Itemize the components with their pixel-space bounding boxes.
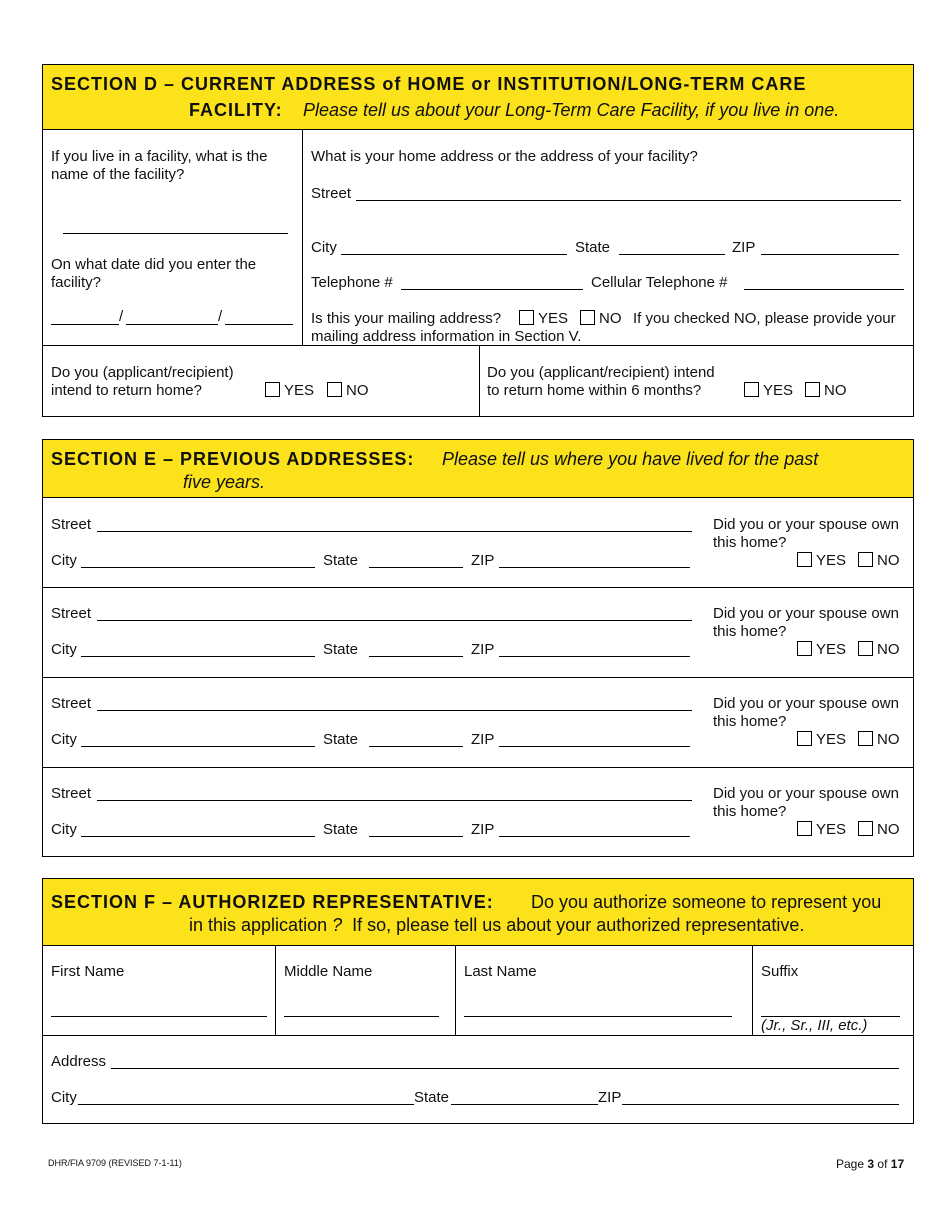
last-name-label: Last Name (464, 963, 537, 980)
instructions-part: in this application (189, 915, 328, 935)
checkbox[interactable] (744, 382, 759, 397)
no-label: NO (346, 382, 369, 399)
address-question: What is your home address or the address of your facility? (311, 148, 698, 165)
street-label: Street (311, 185, 352, 202)
mailing-yes-option[interactable] (519, 310, 568, 327)
state-label: State (323, 821, 359, 838)
mailing-note: If you checked NO, please provide your (633, 310, 896, 327)
address-field[interactable] (111, 1068, 899, 1069)
checkbox[interactable] (797, 552, 812, 567)
mailing-address-question: Is this your mailing address? (311, 310, 502, 327)
return-6-months-question-cont: to return home within 6 months? (487, 382, 702, 399)
divider (752, 945, 753, 1035)
section-f (42, 878, 914, 1124)
city-field[interactable] (81, 656, 315, 657)
city-label: City (51, 731, 77, 748)
state-label: State (323, 552, 359, 569)
suffix-hint: (Jr., Sr., III, etc.) (761, 1017, 868, 1034)
cell-telephone-field[interactable] (744, 289, 904, 290)
section-f-title: SECTION F – AUTHORIZED REPRESENTATIVE: (51, 892, 494, 912)
checkbox[interactable] (797, 731, 812, 746)
yes-label: YES (284, 382, 315, 399)
return-home-no-option[interactable] (327, 382, 369, 399)
date-separator: / (119, 308, 124, 325)
street-label: Street (51, 516, 92, 533)
own-home-yes-option[interactable] (797, 731, 846, 748)
checkbox[interactable] (858, 821, 873, 836)
facility-name-field[interactable] (63, 233, 288, 234)
zip-field[interactable] (499, 836, 690, 837)
cell-telephone-label: Cellular Telephone # (591, 274, 728, 291)
no-label: NO (599, 310, 622, 327)
state-label: State (414, 1089, 450, 1106)
own-home-question: Did you or your spouse own (713, 785, 899, 802)
telephone-field[interactable] (401, 289, 583, 290)
own-home-question: Did you or your spouse own (713, 516, 899, 533)
checkbox[interactable] (858, 731, 873, 746)
return-6-months-yes-option[interactable] (744, 382, 793, 399)
zip-field[interactable] (499, 746, 690, 747)
checkbox[interactable] (580, 310, 595, 325)
no-label: NO (877, 821, 900, 838)
state-field[interactable] (369, 746, 463, 747)
divider (455, 945, 456, 1035)
zip-label: ZIP (471, 641, 495, 658)
own-home-question: Did you or your spouse own (713, 695, 899, 712)
state-field[interactable] (619, 254, 725, 255)
state-label: State (575, 239, 611, 256)
yes-label: YES (816, 552, 847, 569)
return-home-question: Do you (applicant/recipient) (51, 364, 234, 381)
last-name-field[interactable] (464, 1016, 732, 1017)
page-of: of (877, 1157, 888, 1171)
zip-label: ZIP (732, 239, 756, 256)
question-mark: ? (332, 915, 343, 935)
entry-date-year-field[interactable] (225, 324, 293, 325)
own-home-yes-option[interactable] (797, 641, 846, 658)
page-prefix: Page (836, 1157, 865, 1171)
own-home-yes-option[interactable] (797, 821, 846, 838)
zip-label: ZIP (471, 731, 495, 748)
street-field[interactable] (97, 620, 692, 621)
city-label: City (51, 552, 77, 569)
street-label: Street (51, 695, 92, 712)
address-label: Address (51, 1053, 107, 1070)
zip-label: ZIP (598, 1089, 622, 1106)
return-home-yes-option[interactable] (265, 382, 314, 399)
own-home-no-option[interactable] (858, 821, 900, 838)
own-home-no-option[interactable] (858, 552, 900, 569)
section-f-header (43, 879, 913, 946)
return-6-months-question: Do you (applicant/recipient) intend (487, 364, 715, 381)
entry-date-question: On what date did you enter the (51, 256, 257, 273)
own-home-no-option[interactable] (858, 641, 900, 658)
own-home-yes-option[interactable] (797, 552, 846, 569)
divider (43, 677, 913, 678)
checkbox[interactable] (797, 821, 812, 836)
middle-name-label: Middle Name (284, 963, 373, 980)
state-field[interactable] (369, 656, 463, 657)
yes-label: YES (816, 731, 847, 748)
section-d-instructions: Please tell us about your Long-Term Care Facility, if you live in one. (303, 100, 840, 120)
divider (43, 587, 913, 588)
date-separator: / (218, 308, 223, 325)
divider (479, 345, 480, 417)
no-label: NO (877, 641, 900, 658)
street-field[interactable] (97, 531, 692, 532)
entry-date-question-cont: facility? (51, 274, 102, 291)
street-field[interactable] (97, 800, 692, 801)
checkbox[interactable] (858, 552, 873, 567)
yes-label: YES (538, 310, 569, 327)
page-number (836, 1157, 904, 1171)
section-d (42, 64, 914, 417)
entry-date-day-field[interactable] (126, 324, 218, 325)
mailing-no-option[interactable] (580, 310, 622, 327)
entry-date-month-field[interactable] (51, 324, 119, 325)
facility-name-question: If you live in a facility, what is the (51, 148, 268, 165)
suffix-label: Suffix (761, 963, 799, 980)
zip-field[interactable] (622, 1104, 899, 1105)
current-page: 3 (867, 1157, 875, 1171)
instructions-part: If so, please tell us about your authorized representative. (352, 915, 805, 935)
own-home-question-cont: this home? (713, 803, 787, 820)
own-home-no-option[interactable] (858, 731, 900, 748)
city-label: City (311, 239, 337, 256)
mailing-note-cont: mailing address information in Section V. (311, 328, 582, 345)
zip-field[interactable] (761, 254, 899, 255)
section-e-header (43, 440, 913, 498)
checkbox[interactable] (797, 641, 812, 656)
state-field[interactable] (451, 1104, 598, 1105)
no-label: NO (877, 731, 900, 748)
street-label: Street (51, 785, 92, 802)
zip-field[interactable] (499, 656, 690, 657)
city-field[interactable] (81, 836, 315, 837)
section-d-header (43, 65, 913, 130)
no-label: NO (824, 382, 847, 399)
section-f-instructions-cont (189, 915, 804, 936)
zip-label: ZIP (471, 552, 495, 569)
zip-label: ZIP (471, 821, 495, 838)
checkbox[interactable] (805, 382, 820, 397)
street-field[interactable] (97, 710, 692, 711)
checkbox[interactable] (519, 310, 534, 325)
state-field[interactable] (369, 567, 463, 568)
divider (43, 345, 913, 346)
section-e-instructions: Please tell us where you have lived for the past (442, 449, 819, 469)
street-field[interactable] (356, 200, 901, 201)
state-field[interactable] (369, 836, 463, 837)
telephone-label: Telephone # (311, 274, 393, 291)
return-6-months-no-option[interactable] (805, 382, 847, 399)
zip-field[interactable] (499, 567, 690, 568)
no-label: NO (877, 552, 900, 569)
city-field[interactable] (78, 1104, 414, 1105)
own-home-question: Did you or your spouse own (713, 605, 899, 622)
form-id: DHR/FIA 9709 (REVISED 7-1-11) (48, 1158, 182, 1168)
city-field[interactable] (81, 746, 315, 747)
yes-label: YES (763, 382, 794, 399)
state-label: State (323, 731, 359, 748)
total-pages: 17 (890, 1157, 905, 1171)
state-label: State (323, 641, 359, 658)
section-e (42, 439, 914, 857)
own-home-question-cont: this home? (713, 623, 787, 640)
first-name-label: First Name (51, 963, 125, 980)
return-home-question-cont: intend to return home? (51, 382, 202, 399)
city-field[interactable] (341, 254, 567, 255)
divider (275, 945, 276, 1035)
divider (43, 1035, 913, 1036)
own-home-question-cont: this home? (713, 534, 787, 551)
middle-name-field[interactable] (284, 1016, 439, 1017)
city-label: City (51, 821, 77, 838)
section-e-instructions-cont: five years. (183, 472, 266, 492)
facility-name-question-cont: name of the facility? (51, 166, 185, 183)
city-label: City (51, 641, 77, 658)
first-name-field[interactable] (51, 1016, 267, 1017)
section-e-title: SECTION E – PREVIOUS ADDRESSES: (51, 449, 415, 469)
city-field[interactable] (81, 567, 315, 568)
divider (43, 767, 913, 768)
section-d-title-cont: FACILITY: (189, 100, 283, 120)
city-label: City (51, 1089, 77, 1106)
street-label: Street (51, 605, 92, 622)
section-d-title: SECTION D – CURRENT ADDRESS of HOME or INSTITUTION/LONG-TERM CARE (51, 74, 807, 94)
checkbox[interactable] (327, 382, 342, 397)
yes-label: YES (816, 641, 847, 658)
checkbox[interactable] (265, 382, 280, 397)
section-f-instructions: Do you authorize someone to represent you (531, 892, 882, 912)
yes-label: YES (816, 821, 847, 838)
divider (302, 129, 303, 345)
own-home-question-cont: this home? (713, 713, 787, 730)
checkbox[interactable] (858, 641, 873, 656)
